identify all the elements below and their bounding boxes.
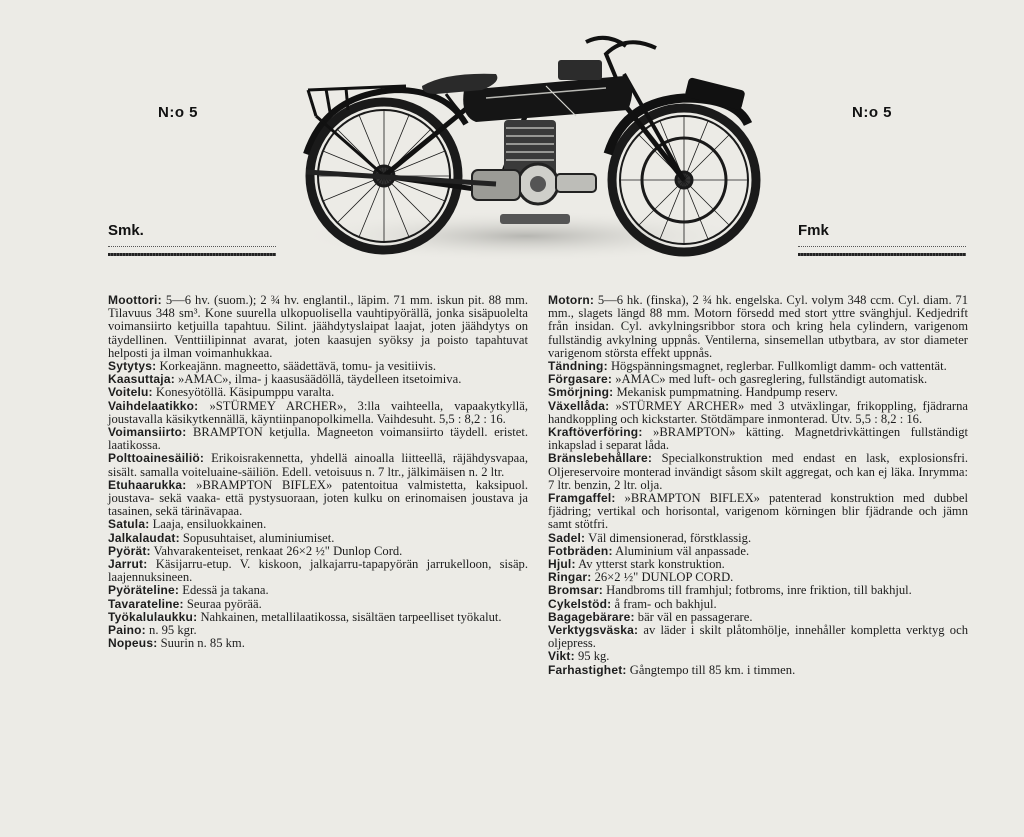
spec-entry-fi: Voimansiirto: BRAMPTON ketjulla. Magneeton voimansiirto täydell. eristet. laatikossa. [108, 425, 528, 453]
finnish-spec-column [108, 294, 528, 650]
spec-entry-fi: Moottori: 5—6 hv. (suom.); 2 ¾ hv. englantil., läpim. 71 mm. iskun pit. 88 mm. Tilavuus 348 sm³. Kone suurella ulkopuolisella vauhtipyörällä, jonka sisäpuolelta voimansiirto ketjuilla tapahtuu. Silint. jäähdytyslaipat laajat, joten jäähdytys on täydellinen. Venttiilipinnat avarat, joten kaasujen syöksy ja poisto tapahtuvat helposti ja ilman voimanhukkaa. [108, 293, 528, 360]
spec-entry-sv: Växellåda: »STÜRMEY ARCHER» med 3 utväxlingar, frikoppling, fjädrarna handkoppling och kickstarter. Stötdämpare inmonterad. Utv. 5,5 : 8,2 : 16. [548, 398, 968, 426]
spec-entry-sv: Framgaffel: »BRAMPTON BIFLEX» patenterad konstruktion med dubbel fjädring; vertikal och horisontal, varigenom körningen blir fjädrande och jämn samt stötfri. [548, 491, 968, 532]
model-number-left: N:o 5 [158, 104, 198, 121]
engine [472, 120, 596, 204]
model-number-right: N:o 5 [852, 104, 892, 121]
spec-entry-fi: Polttoainesäiliö: Erikoisrakennetta, yhdellä ainoalla liitteellä, räjähdysvapaa, sisält. samalla voiteluaine-säiliön. Edell. vetoisuus n. 7 ltr., jälkimäisen n. 2 ltr. [108, 451, 528, 479]
spec-entry-sv: Förgasare: »AMAC» med luft- och gasreglering, fullständigt automatisk. [548, 372, 928, 387]
toolbox [558, 60, 602, 80]
spec-entry-fi: Paino: n. 95 kgr. [108, 623, 197, 638]
price-dotted-line [108, 246, 276, 251]
exhaust-pipe [306, 172, 496, 184]
spec-entry-sv: Ringar: 26×2 ½" DUNLOP CORD. [548, 570, 734, 585]
spec-entry-fi: Voitelu: Konesyötöllä. Käsipumppu varalta. [108, 385, 335, 400]
spec-entry-fi: Kaasuttaja: »AMAC», ilma- j kaasusäädöllä, täydelleen itsetoimiva. [108, 372, 462, 387]
spec-entry-sv: Verktygsväska: av läder i skilt plåtomhölje, innehåller kompletta verktyg och oljepress. [548, 623, 968, 651]
spec-entry-sv: Farhastighet: Gångtempo till 85 km. i timmen. [548, 662, 796, 677]
spec-entry-fi: Jalkalaudat: Sopusuhtaiset, aluminiumiset. [108, 530, 335, 545]
spec-entry-sv: Cykelstöd: å fram- och bakhjul. [548, 596, 717, 611]
spec-entry-fi: Pyöräteline: Edessä ja takana. [108, 583, 269, 598]
price-rule [108, 253, 276, 256]
spec-entry-sv: Fotbräden: Aluminium väl anpassade. [548, 543, 750, 558]
spec-entry-fi: Jarrut: Käsijarru-etup. V. kiskoon, jalkajarru-tapapyörän jarrukelloon, sisäp. laajennuksineen. [108, 557, 528, 585]
spec-entry-fi: Pyörät: Vahvarakenteiset, renkaat 26×2 ½" Dunlop Cord. [108, 543, 403, 558]
spec-entry-sv: Hjul: Av ytterst stark konstruktion. [548, 557, 725, 572]
price-field-left [108, 222, 276, 256]
spec-entry-sv: Kraftöverföring: »BRAMPTON» kätting. Magnetdrivkättingen fullständigt inkapslad i separat låda. [548, 425, 968, 453]
price-dotted-line [798, 246, 966, 251]
price-rule [798, 253, 966, 256]
spec-entry-sv: Bromsar: Handbroms till framhjul; fotbroms, inre friktion, till bakhjul. [548, 583, 912, 598]
spec-entry-sv: Bränslebehållare: Specialkonstruktion med endast en lask, explosionsfri. Oljereservoire monterad invändigt såsom skilt aggregat, och kan ej läka. Inrymma: 7 ltr. benzin, 2 ltr. olja. [548, 451, 968, 492]
spec-entry-fi: Satula: Laaja, ensiluokkainen. [108, 517, 267, 532]
spec-entry-fi: Sytytys: Korkeajänn. magneetto, säädettävä, tomu- ja vesitiivis. [108, 359, 437, 374]
spec-entry-sv: Tändning: Högspänningsmagnet, reglerbar. Fullkomligt damm- och vattentät. [548, 359, 947, 374]
spec-entry-fi: Vaihdelaatikko: »STÜRMEY ARCHER», 3:lla vaihteella, vapaakytkyllä, joustavalla käsikytkennällä, käyntiinpanopolkimella. Vaihdesuht. 5,5 : 8,2 : 16. [108, 398, 528, 426]
spec-entry-sv: Sadel: Väl dimensionerad, förstklassig. [548, 530, 752, 545]
spec-entry-fi: Etuhaarukka: »BRAMPTON BIFLEX» patentoitua valmistetta, kaksipuol. joustava- sekä vaaka- että pystysuoraan, joten kulku on erinomaisen joustava ja tasainen, sekä tärinävapaa. [108, 477, 528, 519]
price-field-right [798, 222, 966, 256]
spec-entry-sv: Bagagebärare: bär väl en passagerare. [548, 609, 753, 624]
spec-entry-sv: Vikt: 95 kg. [548, 649, 610, 664]
swedish-spec-column [548, 294, 968, 677]
currency-label-right: Fmk [798, 222, 829, 239]
spec-entry-fi: Työkalulaukku: Nahkainen, metallilaatikossa, sisältäen tarpeelliset työkalut. [108, 609, 502, 624]
motorcycle-illustration [286, 24, 766, 264]
spec-entry-fi: Nopeus: Suurin n. 85 km. [108, 636, 245, 651]
spec-entry-sv: Smörjning: Mekanisk pumpmatning. Handpump reserv. [548, 385, 838, 400]
spec-entry-fi: Tavarateline: Seuraa pyörää. [108, 596, 262, 611]
footboard [500, 214, 570, 224]
currency-label-left: Smk. [108, 222, 144, 239]
spec-entry-sv: Motorn: 5—6 hk. (finska), 2 ¾ hk. engelska. Cyl. volym 348 ccm. Cyl. diam. 71 mm., slagets längd 88 mm. Motorn försedd med stort yttre svänghjul. Kedjedrift från insidan. Cyl. avkylningsribbor stora och kring hela cylindern, varigenom fullständig avkylning uppnås. Ventilerna, sinsemellan utbytbara, av stor diameter varigenom största effekt uppnås. [548, 293, 968, 360]
